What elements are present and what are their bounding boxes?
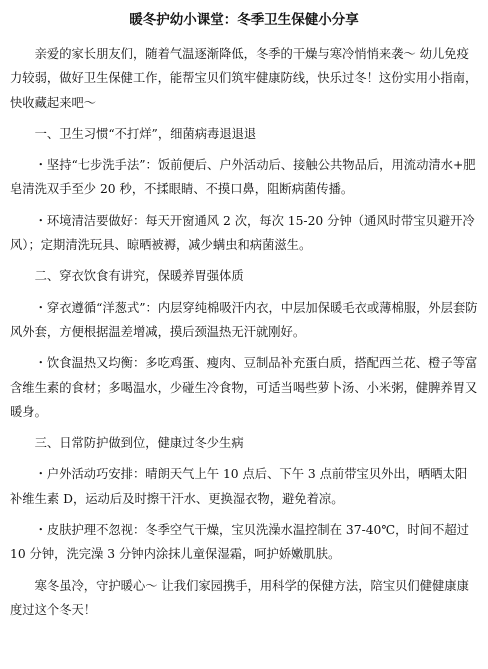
section-heading-hygiene: 一、卫生习惯“不打烊”，细菌病毒退退退 <box>34 126 257 141</box>
tip-handwashing: ・坚持“七步洗手法”：饭前便后、户外活动后、接触公共物品后，用流动清水+肥皂清洗双手至少 20 秒，不揉眼睛、不摸口鼻，阻断病菌传播。 <box>10 158 476 197</box>
tip-layered-clothing: ・穿衣遵循“洋葱式”：内层穿纯棉吸汗内衣，中层加保暖毛衣或薄棉服，外层套防风外套，方便根据温差增减，摸后颈温热无汗就刚好。 <box>10 300 478 339</box>
document-title: 暖冬护幼小课堂：冬季卫生保健小分享 <box>129 12 359 28</box>
tip-warm-diet: ・饮食温热又均衡：多吃鸡蛋、瘦肉、豆制品补充蛋白质，搭配西兰花、橙子等富含维生素的食材；多喝温水，少碰生冷食物，可适当喝些萝卜汤、小米粥，健脾养胃又暖身。 <box>10 356 478 419</box>
tip-skin-care: ・皮肤护理不忽视：冬季空气干燥，宝贝洗澡水温控制在 37-40℃，时间不超过 10 分钟，洗完澡 3 分钟内涂抹儿童保湿霜，呵护娇嫩肌肤。 <box>10 523 469 562</box>
tip-environment-cleaning: ・环境清洁要做好：每天开窗通风 2 次，每次 15-20 分钟（通风时带宝贝避开冷风）；定期清洗玩具、晾晒被褥，减少螨虫和病菌滋生。 <box>10 213 475 253</box>
section-heading-clothing-diet: 二、穿衣饮食有讲究，保暖养胃强体质 <box>34 269 244 284</box>
intro-paragraph: 亲爱的家长朋友们，随着气温逐渐降低，冬季的干燥与寒冷悄悄来袭～ 幼儿免疫力较弱，做好卫生保健工作，能帮宝贝们筑牢健康防线，快乐过冬！这份实用小指南，快收藏起来吧～ <box>10 47 478 110</box>
tip-outdoor-activity: ・户外活动巧安排：晴朗天气上午 10 点后、下午 3 点前带宝贝外出，晒晒太阳补维生素 D，运动后及时擦干汗水、更换湿衣物，避免着凉。 <box>10 467 468 506</box>
closing-paragraph: 寒冬虽冷，守护暖心～ 让我们家园携手，用科学的保健方法，陪宝贝们健健康康度过这个冬天！ <box>10 578 469 617</box>
section-heading-daily-protection: 三、日常防护做到位，健康过冬少生病 <box>34 436 244 451</box>
